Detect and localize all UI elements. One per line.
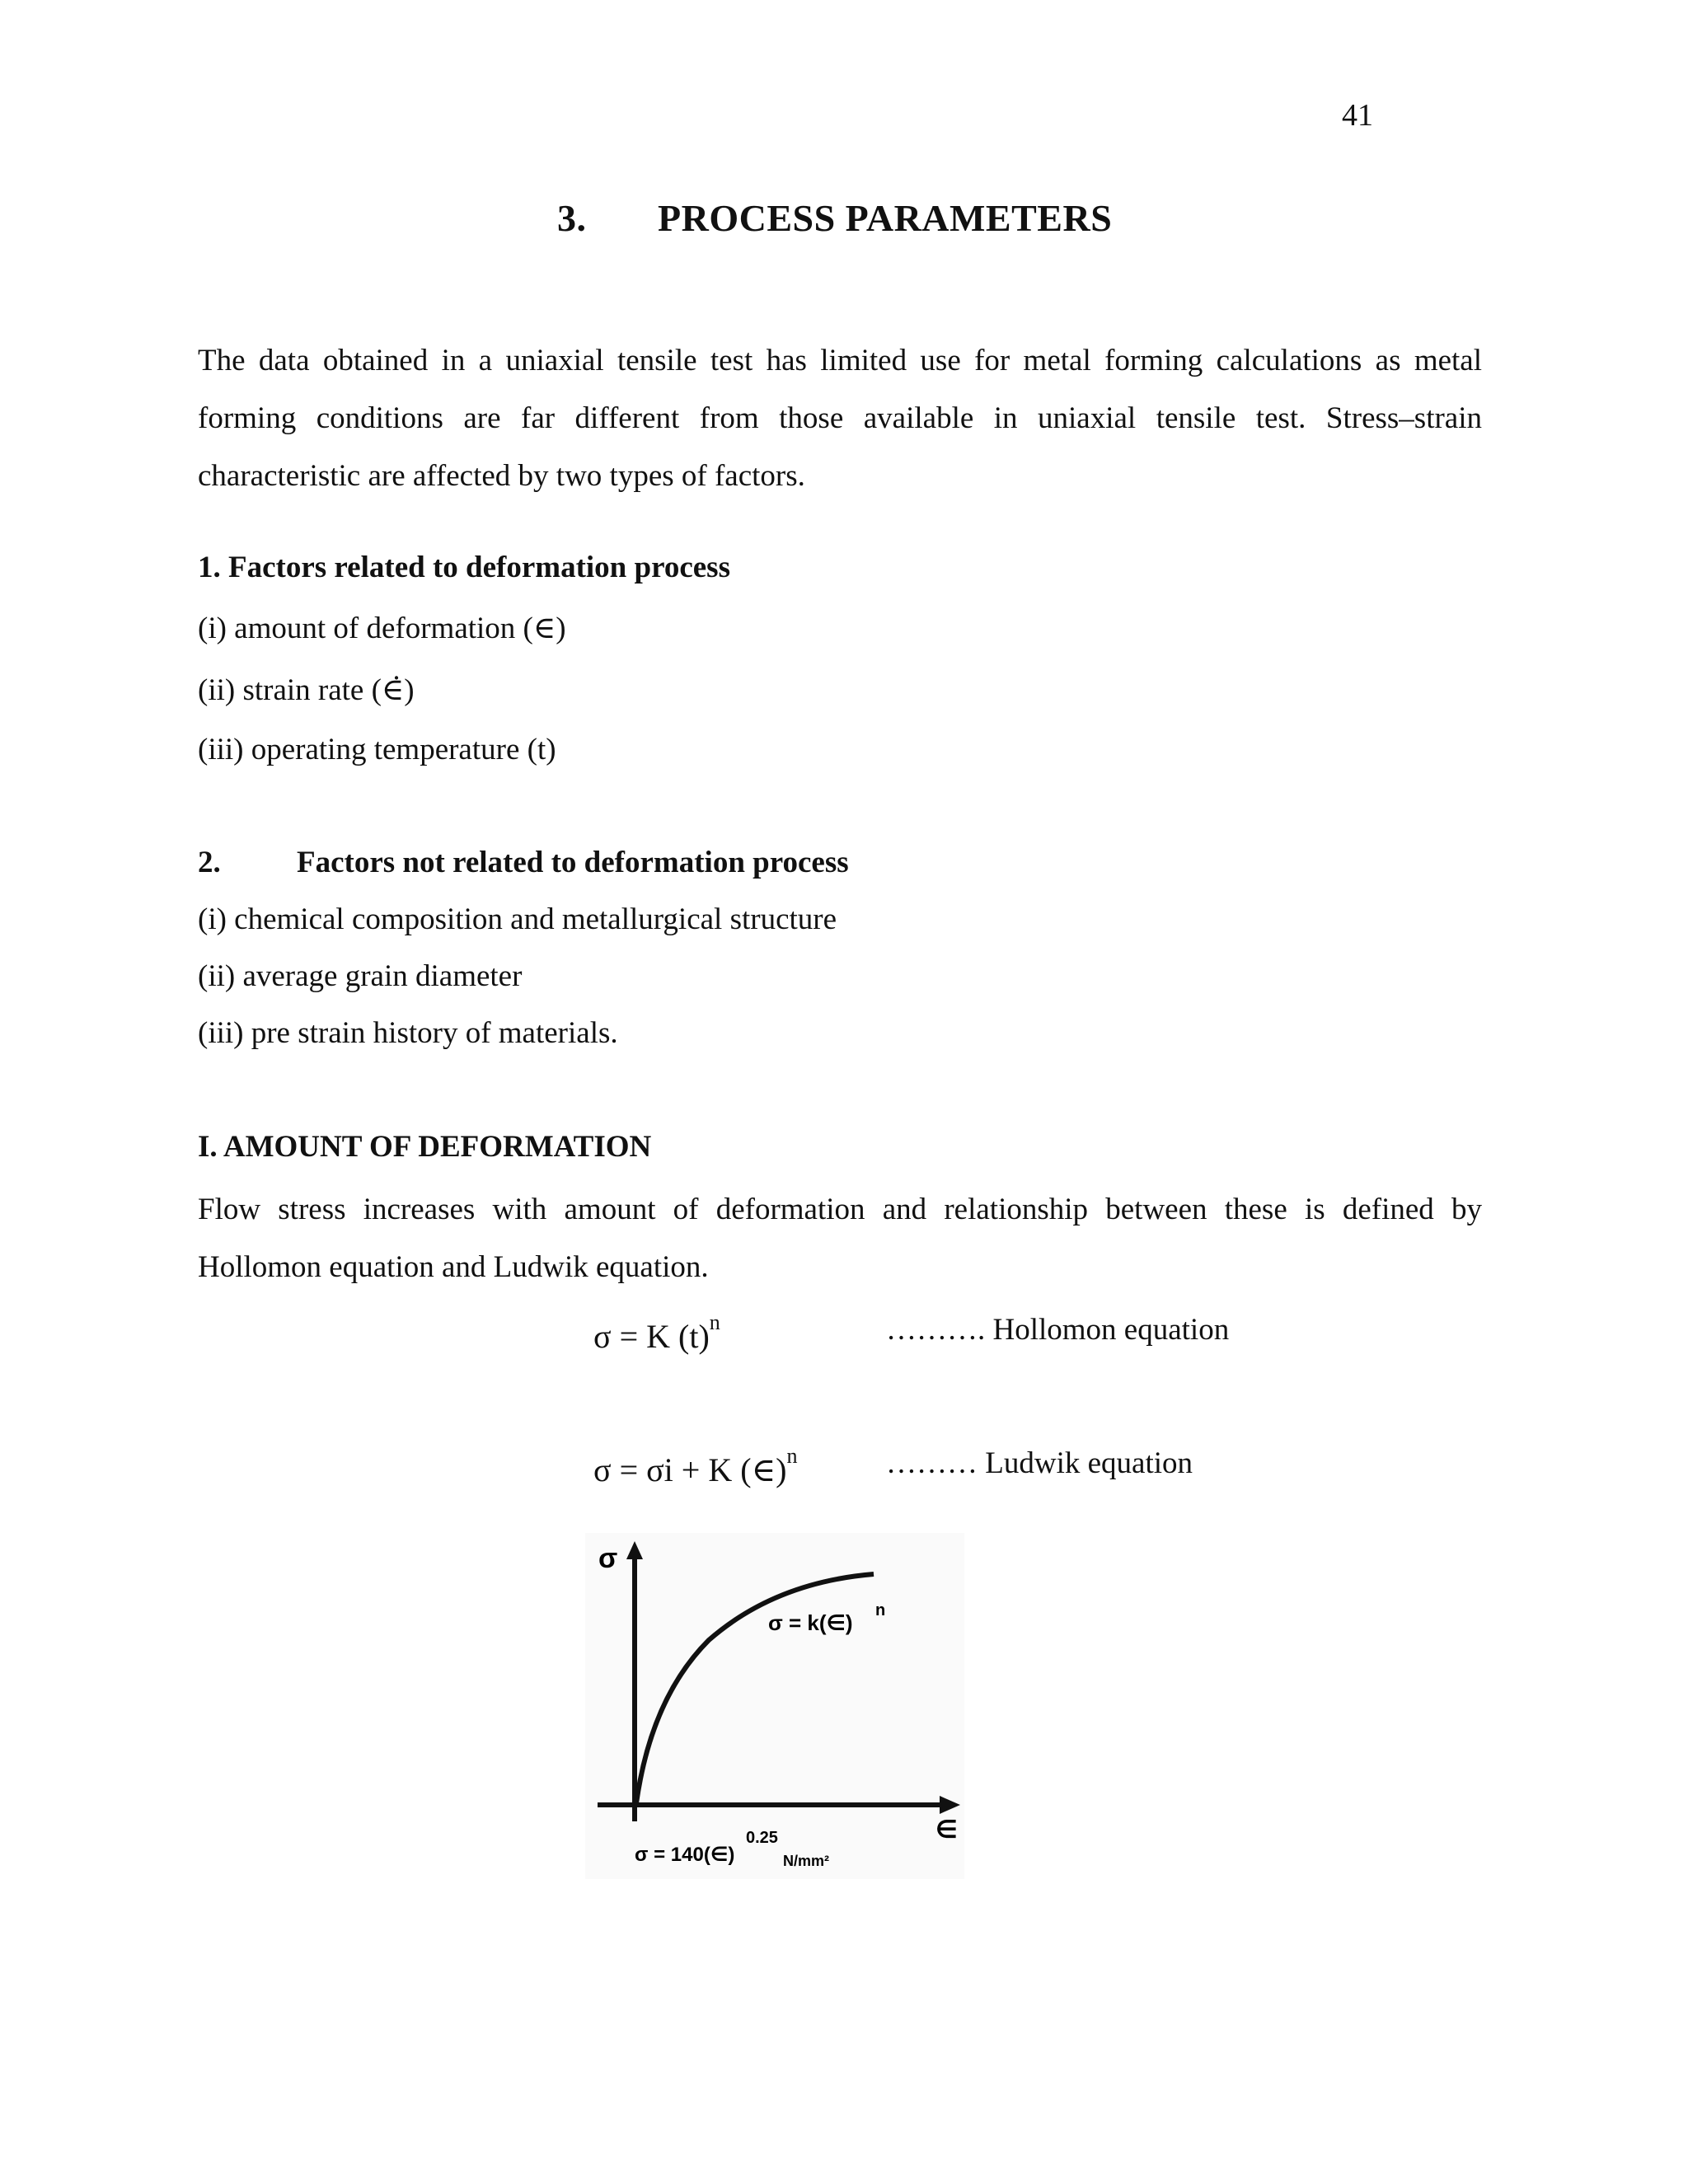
curve-label: σ = k(∈) (768, 1610, 853, 1635)
hollomon-equation (593, 1310, 720, 1356)
stress-strain-figure (585, 1533, 964, 1879)
chapter-title-text: PROCESS PARAMETERS (658, 197, 1113, 239)
factor-not-related-item: (i) chemical composition and metallurgical structure (198, 902, 837, 936)
factor-related-item: (iii) operating temperature (t) (198, 733, 556, 766)
section-heading: I. AMOUNT OF DEFORMATION (198, 1130, 652, 1164)
chapter-number: 3. (557, 197, 587, 239)
figure-background (585, 1533, 964, 1879)
curve-label-exponent: n (875, 1601, 886, 1619)
example-exponent: 0.25 (746, 1829, 778, 1847)
units-label: N/mm² (783, 1853, 830, 1869)
factors-not-related-number: 2. (198, 846, 221, 879)
hollomon-label: ………. Hollomon equation (886, 1313, 1230, 1347)
factor-related-item: (i) amount of deformation (∈) (198, 612, 566, 645)
factor-not-related-item: (ii) average grain diameter (198, 959, 523, 993)
factor-not-related-item: (iii) pre strain history of materials. (198, 1016, 618, 1050)
factors-not-related-heading: Factors not related to deformation process (297, 846, 849, 879)
intro-paragraph: The data obtained in a uniaxial tensile test has limited use for metal forming calculations as metal forming conditions are far different from those available in uniaxial tensile test. Stress–strain characteristic are affected by two types of factors. (198, 344, 1482, 493)
ludwik-exponent: n (786, 1444, 798, 1468)
y-axis-label: σ (598, 1543, 618, 1574)
example-equation: σ = 140(∈) (635, 1844, 735, 1866)
ludwik-lhs: σ = σi + K (∈) (593, 1451, 787, 1488)
ludwik-label: ……… Ludwik equation (886, 1446, 1193, 1480)
factors-related-heading: 1. Factors related to deformation process (198, 551, 730, 584)
ludwik-equation (593, 1444, 798, 1489)
page-number: 41 (1342, 98, 1373, 133)
x-axis-label: ∈ (935, 1816, 958, 1844)
hollomon-exponent: n (709, 1310, 720, 1334)
hollomon-lhs: σ = K (t) (593, 1318, 710, 1355)
factor-related-item: (ii) strain rate (∈̇) (198, 673, 415, 707)
section-paragraph: Flow stress increases with amount of deformation and relationship between these is defined by Hollomon equation and Ludwik equation. (198, 1193, 1482, 1284)
